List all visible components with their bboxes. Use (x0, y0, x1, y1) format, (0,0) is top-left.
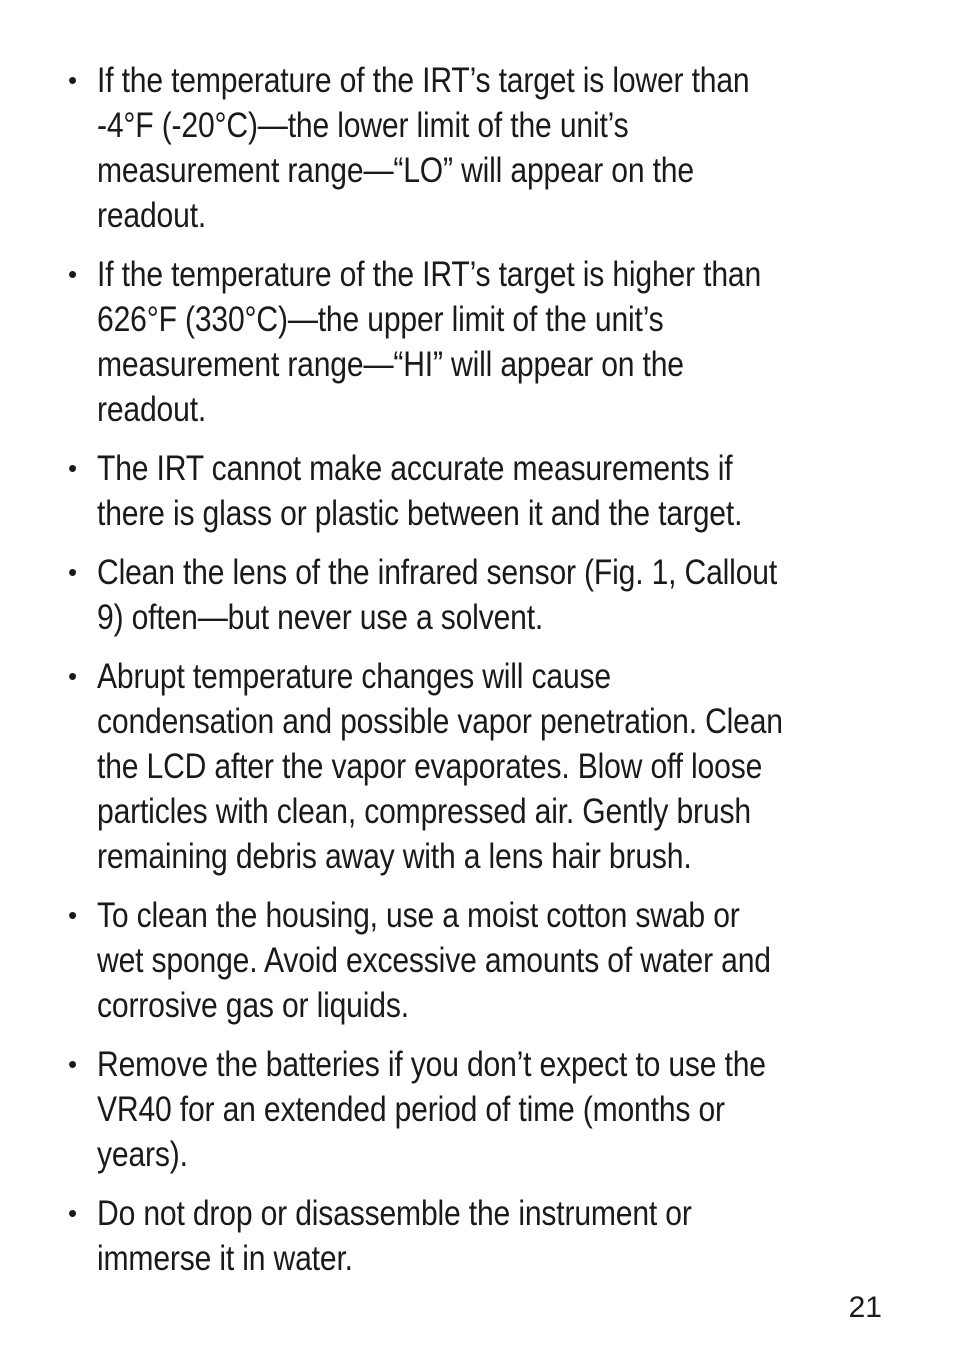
bullet-text: Do not drop or disassemble the instrument or immerse it in water. (97, 1194, 692, 1278)
bullet-symbol: • (68, 65, 78, 95)
bullet-symbol: • (68, 900, 78, 930)
bullet-text: To clean the housing, use a moist cotton swab or wet sponge. Avoid excessive amounts of water and corrosive gas or liquids. (97, 896, 771, 1025)
bullet-item-condensation (68, 654, 898, 879)
bullet-text: Abrupt temperature changes will cause condensation and possible vapor penetration. Clean the LCD after the vapor evaporates. Blow off loose particles with clean, compressed air. Gently brush remaining debris away with a lens hair brush. (97, 657, 783, 876)
bullet-item-glass-plastic (68, 446, 898, 536)
bullet-text: If the temperature of the IRT’s target is lower than -4°F (-20°C)—the lower limit of the unit’s measurement range—“LO” will appear on the readout. (97, 61, 750, 235)
bullet-item-hi-readout (68, 252, 898, 432)
bullet-symbol: • (68, 557, 78, 587)
bullet-symbol: • (68, 1049, 78, 1079)
bullet-text: Clean the lens of the infrared sensor (Fig. 1, Callout 9) often—but never use a solvent. (97, 553, 778, 637)
bullet-text: If the temperature of the IRT’s target is higher than 626°F (330°C)—the upper limit of the unit’s measurement range—“HI” will appear on the readout. (97, 255, 762, 429)
page-number: 21 (848, 1291, 882, 1324)
bullet-symbol: • (68, 1198, 78, 1228)
bullet-symbol: • (68, 661, 78, 691)
bullet-symbol: • (68, 453, 78, 483)
bullet-item-lo-readout (68, 58, 898, 238)
bullet-item-clean-lens (68, 550, 898, 640)
bullet-symbol: • (68, 259, 78, 289)
bullet-text: Remove the batteries if you don’t expect to use the VR40 for an extended period of time (months or years). (97, 1045, 766, 1174)
bullet-item-clean-housing (68, 893, 898, 1028)
bullet-item-remove-batteries (68, 1042, 898, 1177)
bullet-text: The IRT cannot make accurate measurements if there is glass or plastic between it and the target. (97, 449, 743, 533)
bullet-item-do-not-drop (68, 1191, 898, 1281)
bullet-list (68, 58, 898, 1295)
